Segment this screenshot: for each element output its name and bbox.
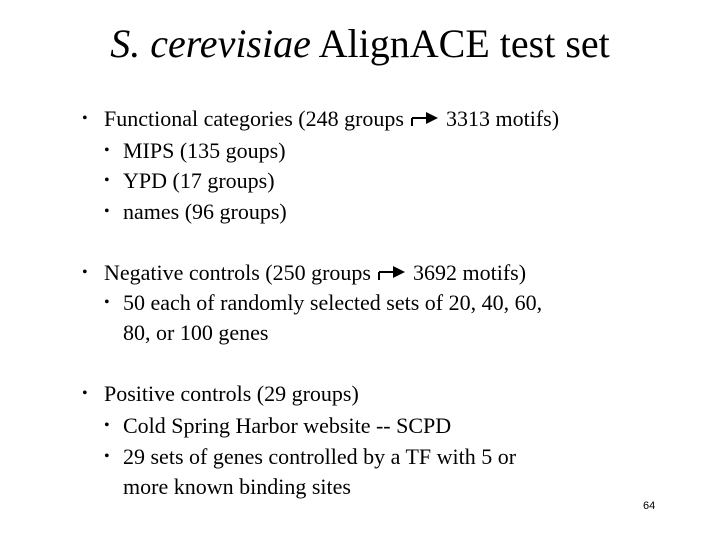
sub-item-scpd: Cold Spring Harbor website -- SCPD [123, 413, 452, 438]
section-negative-controls [104, 259, 526, 287]
bullet: • [104, 203, 110, 220]
title-italic: S. cerevisiae [110, 21, 311, 66]
section-main-text-after: 3692 motifs) [413, 260, 527, 285]
section-main-text-before: Negative controls (250 groups [104, 260, 371, 285]
bullet: • [104, 417, 110, 434]
bullet: • [104, 294, 110, 311]
section-functional-categories [104, 105, 559, 133]
bullet: • [82, 264, 88, 281]
sub-item-ypd: YPD (17 groups) [123, 168, 275, 193]
slide-title [0, 18, 720, 70]
sub-item-continuation: 80, or 100 genes [123, 320, 269, 345]
bullet: • [82, 110, 88, 127]
right-arrow-icon [377, 261, 407, 283]
sub-item-continuation: more known binding sites [123, 474, 351, 499]
sub-item-mips: MIPS (135 goups) [123, 138, 286, 163]
bullet: • [104, 172, 110, 189]
right-arrow-icon [410, 107, 440, 129]
sub-item-names: names (96 groups) [123, 199, 287, 224]
title-rest: AlignACE test set [318, 21, 610, 66]
page-number: 64 [643, 500, 656, 512]
sub-item-tf-sets: 29 sets of genes controlled by a TF with 5 or [123, 444, 517, 469]
bullet: • [104, 448, 110, 465]
section-main-text-before: Functional categories (248 groups [104, 106, 404, 131]
bullet: • [82, 385, 88, 402]
section-positive-controls: Positive controls (29 groups) [104, 381, 359, 406]
bullet: • [104, 142, 110, 159]
sub-item-random-sets: 50 each of randomly selected sets of 20, 40, 60, [123, 290, 543, 315]
section-main-text-after: 3313 motifs) [446, 106, 560, 131]
